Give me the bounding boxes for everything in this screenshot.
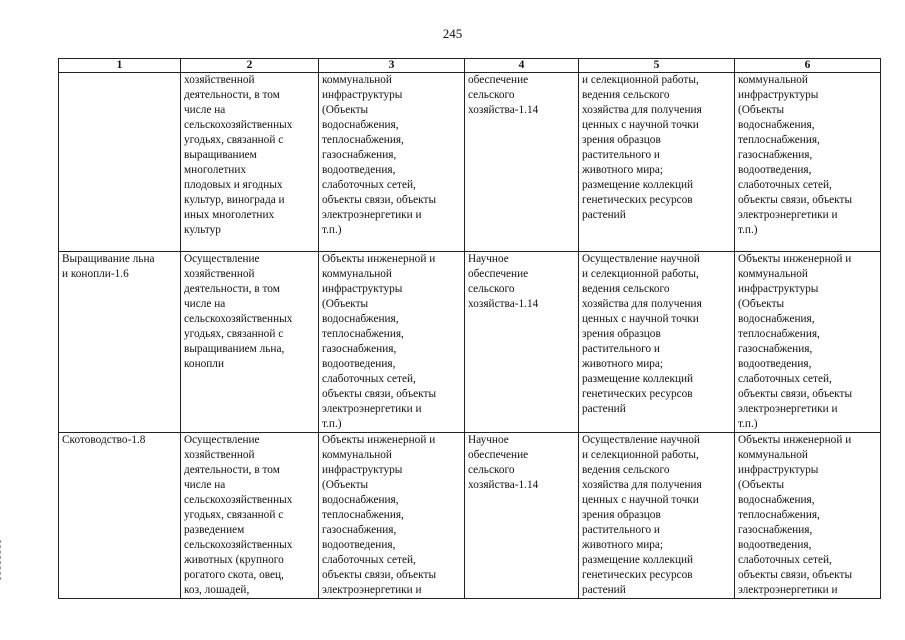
cell-text: коммунальной инфраструктуры (Объекты водоснабжения, теплоснабжения, газоснабжения, водоотведения, слаботочных сетей, объекты связи, объекты электроэнергетики и т.п.) <box>738 74 853 236</box>
cell-text: Скотоводство-1.8 <box>62 434 146 446</box>
column-header-1: 1 <box>59 59 181 73</box>
cell-text: Выращивание льна и конопли-1.6 <box>62 253 155 280</box>
page-number: 245 <box>442 26 463 41</box>
table-row <box>59 252 881 433</box>
row1-col4-cell <box>465 73 579 252</box>
row1-col2-cell <box>181 73 319 252</box>
table-row <box>59 433 881 599</box>
row2-col5-cell <box>579 252 735 433</box>
row3-col1-cell <box>59 433 181 599</box>
cell-text: Научное обеспечение сельского хозяйства-1.14 <box>468 434 539 491</box>
row2-col2-cell <box>181 252 319 433</box>
row1-col3-cell <box>319 73 465 252</box>
cell-text: Осуществление хозяйственной деятельности, в том числе на сельскохозяйственных угодьях, связанной с выращиванием льна, конопли <box>184 253 293 370</box>
row1-col6-cell <box>735 73 881 252</box>
cell-text: Объекты инженерной и коммунальной инфраструктуры (Объекты водоснабжения, теплоснабжения, газоснабжения, водоотведения, слаботочных сетей, объекты связи, объекты электроэнергетики и <box>322 434 437 596</box>
row2-col6-cell <box>735 252 881 433</box>
cell-text: Осуществление научной и селекционной работы, ведения сельского хозяйства для получения ценных с научной точки зрения образцов растительного и животного мира; размещение коллекций генетических ресурсов растений <box>582 253 702 415</box>
row2-col3-cell <box>319 252 465 433</box>
cell-text: коммунальной инфраструктуры (Объекты водоснабжения, теплоснабжения, газоснабжения, водоотведения, слаботочных сетей, объекты связи, объекты электроэнергетики и т.п.) <box>322 74 437 236</box>
column-header-2: 2 <box>181 59 319 73</box>
row3-col4-cell <box>465 433 579 599</box>
land-use-table <box>58 58 881 599</box>
table-header-row <box>59 59 881 73</box>
column-header-3: 3 <box>319 59 465 73</box>
row3-col6-cell <box>735 433 881 599</box>
row1-col1-cell <box>59 73 181 252</box>
cell-text: Объекты инженерной и коммунальной инфраструктуры (Объекты водоснабжения, теплоснабжения, газоснабжения, водоотведения, слаботочных сетей, объекты связи, объекты электроэнергетики и т.п.) <box>322 253 437 430</box>
column-header-4: 4 <box>465 59 579 73</box>
cell-text: Осуществление научной и селекционной работы, ведения сельского хозяйства для получения ценных с научной точки зрения образцов растительного и животного мира; размещение коллекций генетических ресурсов растений <box>582 434 702 596</box>
row2-col4-cell <box>465 252 579 433</box>
cell-text: Объекты инженерной и коммунальной инфраструктуры (Объекты водоснабжения, теплоснабжения, газоснабжения, водоотведения, слаботочных сетей, объекты связи, объекты электроэнергетики и т.п.) <box>738 253 853 430</box>
table-row <box>59 73 881 252</box>
row3-col5-cell <box>579 433 735 599</box>
row3-col3-cell <box>319 433 465 599</box>
column-header-6: 6 <box>735 59 881 73</box>
cell-text: хозяйственной деятельности, в том числе на сельскохозяйственных угодьях, связанной с выращиванием многолетних плодовых и ягодных культур, винограда и иных многолетних культур <box>184 74 293 236</box>
row1-col5-cell <box>579 73 735 252</box>
cell-text: обеспечение сельского хозяйства-1.14 <box>468 74 539 116</box>
cell-text: и селекционной работы, ведения сельского хозяйства для получения ценных с научной точки зрения образцов растительного и животного мира; размещение коллекций генетических ресурсов растений <box>582 74 702 221</box>
row2-col1-cell <box>59 252 181 433</box>
scan-edge-mark <box>0 540 5 580</box>
column-header-5: 5 <box>579 59 735 73</box>
cell-text: Научное обеспечение сельского хозяйства-1.14 <box>468 253 539 310</box>
cell-text: Осуществление хозяйственной деятельности, в том числе на сельскохозяйственных угодьях, связанной с разведением сельскохозяйственных животных (крупного рогатого скота, овец, коз, лошадей, <box>184 434 293 596</box>
row3-col2-cell <box>181 433 319 599</box>
cell-text: Объекты инженерной и коммунальной инфраструктуры (Объекты водоснабжения, теплоснабжения, газоснабжения, водоотведения, слаботочных сетей, объекты связи, объекты электроэнергетики и <box>738 434 853 596</box>
